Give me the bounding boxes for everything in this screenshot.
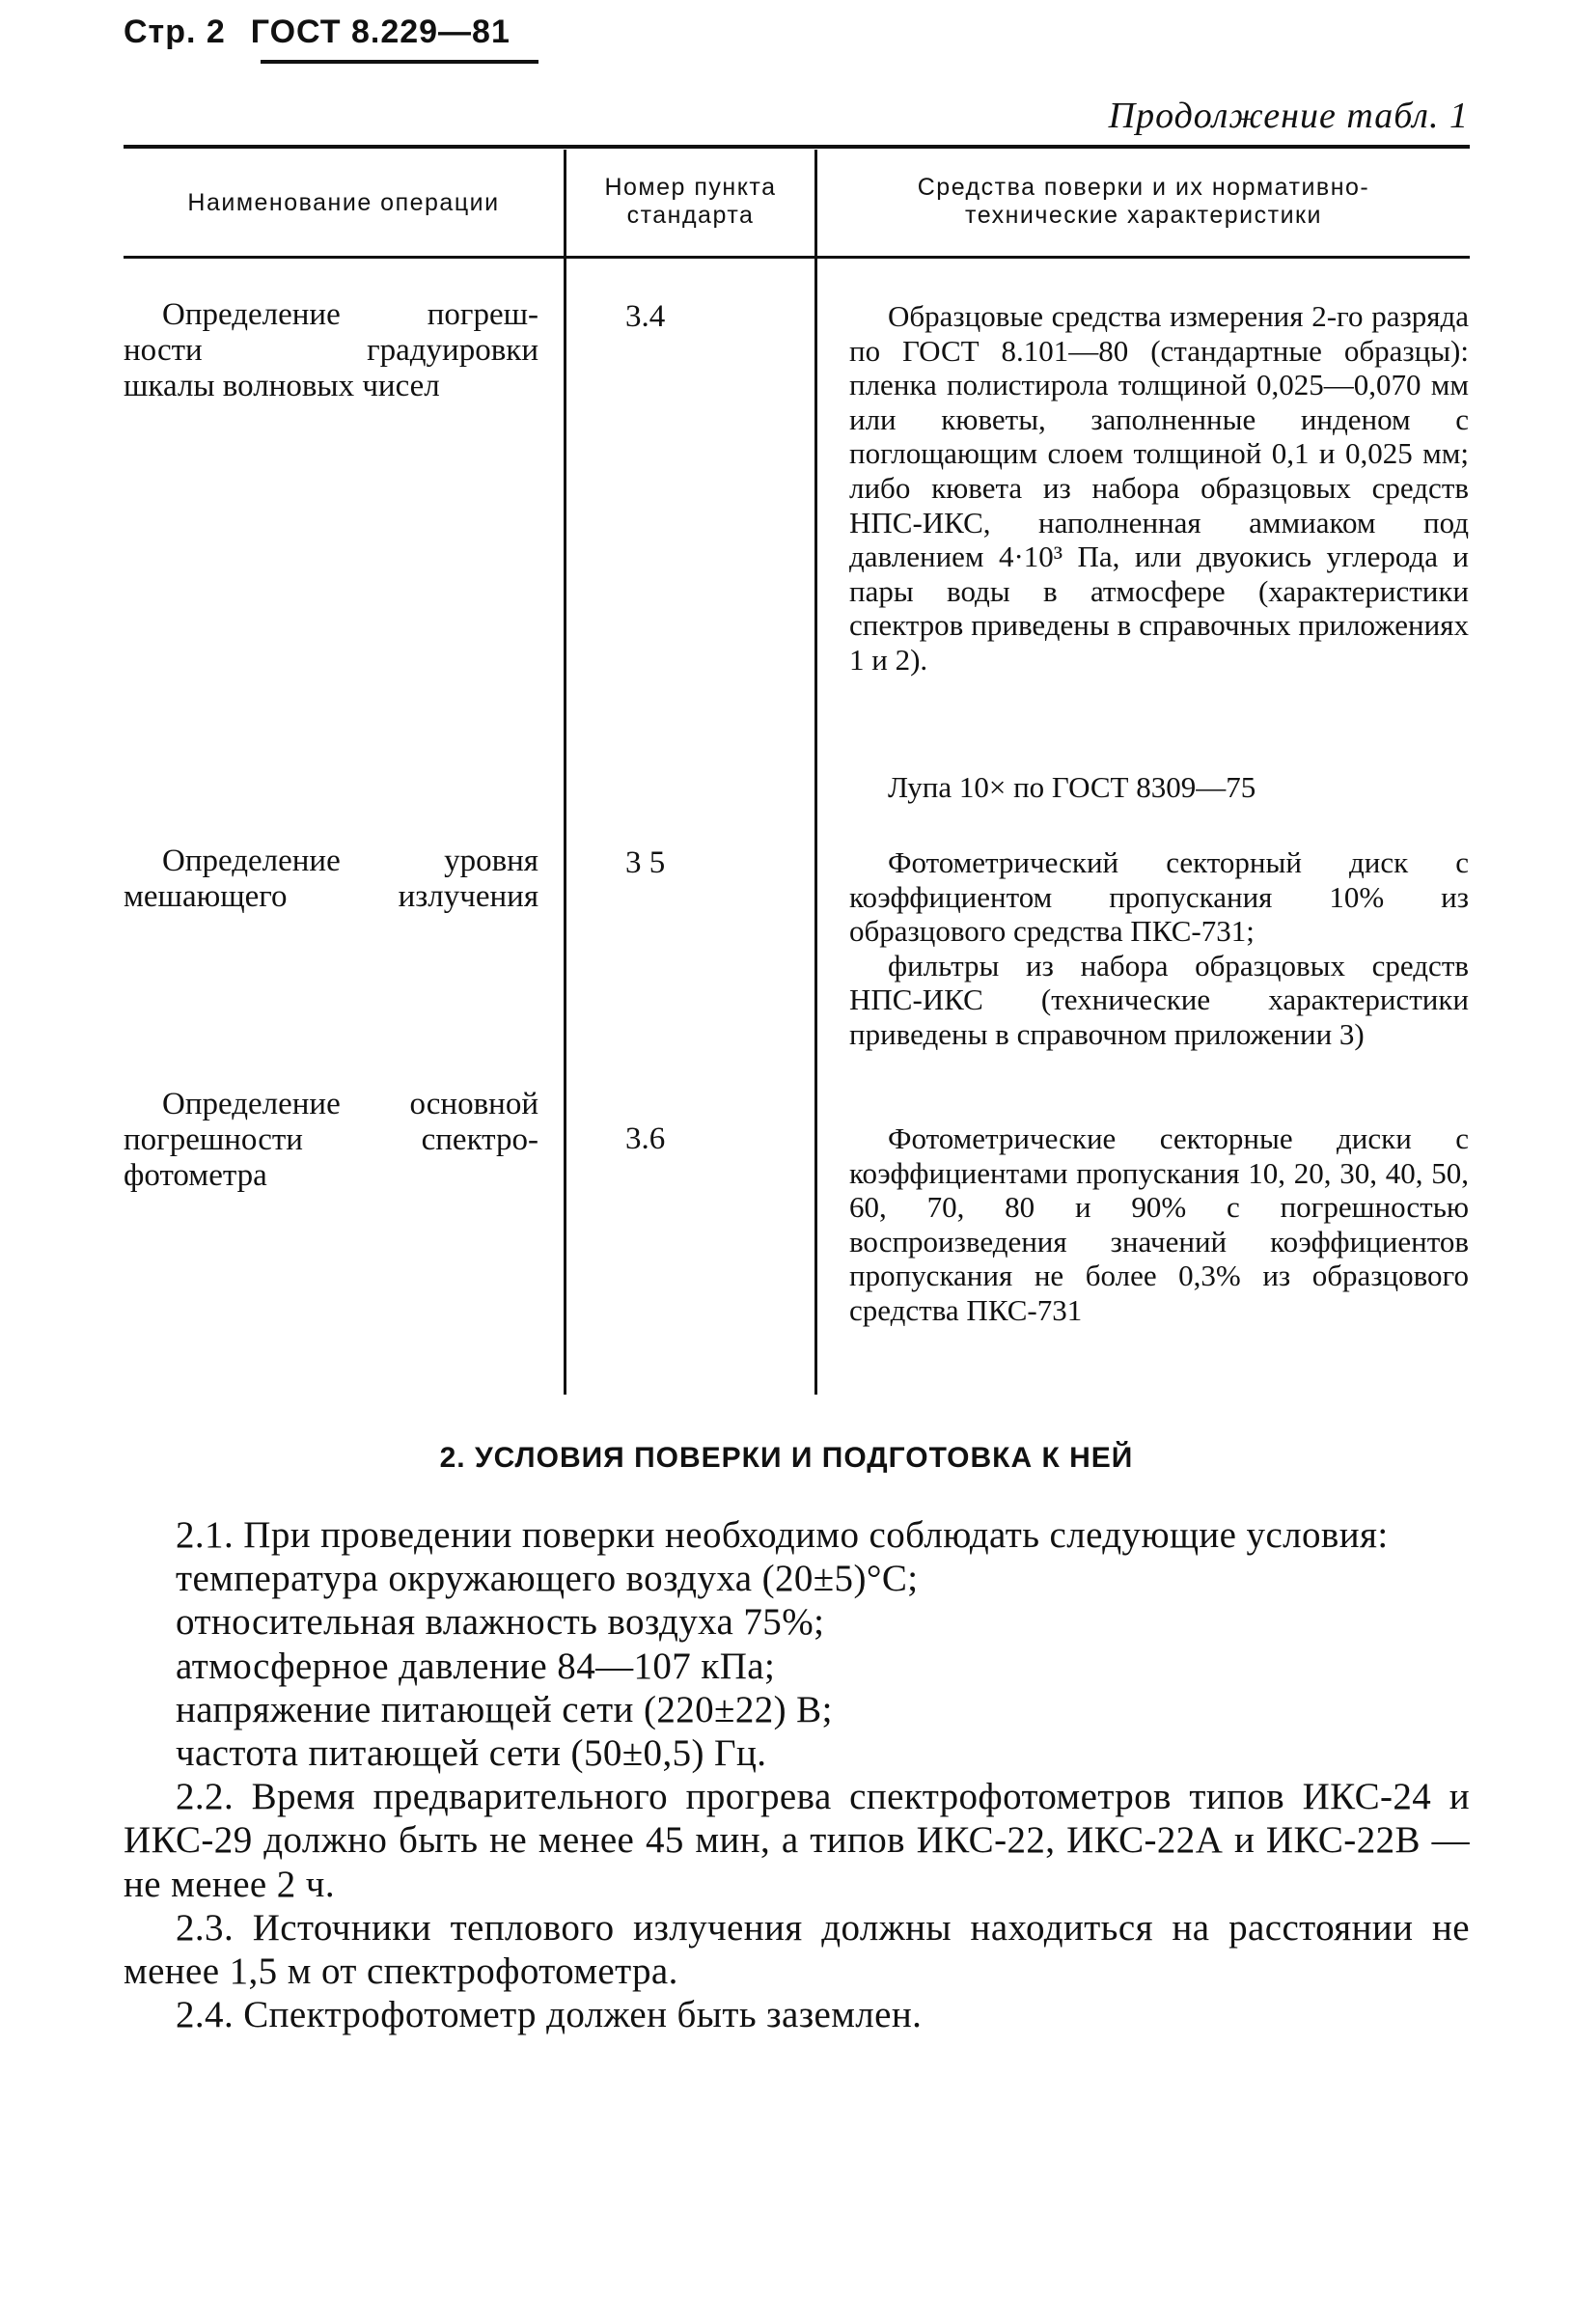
table-continuation-label: Продолжение табл. 1 (1108, 96, 1469, 136)
header-means (817, 174, 1470, 230)
means-text: Образцовые средства измерения 2‑го разряда по ГОСТ 8.101—80 (стандартные образцы): пленка полистирола толщиной 0,025—0,070 мм или кюветы, заполненные инденом с поглощающим слоем толщиной 0,1 и 0,025 мм; либо кювета из набора образцовых средств НПС‑ИКС, наполненная аммиаком под давлением 4·10³ Па, или двуокись углерода и пары воды в атмосфере (характеристики спектров приведены в справочных приложениях 1 и 2). (849, 299, 1469, 677)
table-row-3-clause: 3.6 (625, 1121, 666, 1156)
paragraph-2-2: 2.2. Время предварительного прогрева спектрофотометров типов ИКС‑24 и ИКС‑29 должно быть не менее 45 мин, а типов ИКС‑22, ИКС‑22А и ИКС‑22В — не менее 2 ч. (124, 1776, 1470, 1905)
condition-item: частота питающей сети (50±0,5) Гц. (176, 1732, 767, 1775)
operation-line: Определение основной (162, 1087, 538, 1121)
table-row-1-means (849, 299, 1469, 678)
table-row-1-operation (124, 297, 538, 404)
operation-line: фотометра (124, 1158, 267, 1193)
condition-item: напряжение питающей сети (220±22) В; (176, 1688, 833, 1730)
means-text-extra: фильтры из набора образцовых средств НПС‑ИКС (технические характеристики приведены в справочном приложении 3) (849, 948, 1469, 1051)
operation-line: шкалы волновых чисел (124, 369, 440, 403)
means-text: Фотометрические секторные диски с коэффициентами пропускания 10, 20, 30, 40, 50, 60, 70, 80 и 90% с погрешностью воспроизведения значений коэффициентов пропускания не более 0,3% из образцового средства ПКС‑731 (849, 1121, 1469, 1327)
header-underline (261, 60, 538, 64)
paragraph-2-1: 2.1. При проведении поверки необходимо соблюдать следующие условия: (176, 1514, 1389, 1556)
table-row-3-operation (124, 1087, 538, 1194)
table-row-2-operation (124, 844, 538, 915)
table-row-2-clause: 3 5 (625, 845, 666, 880)
paragraph-2-3: 2.3. Источники теплового излучения должны находиться на расстоянии не менее 1,5 м от спектрофотометра. (124, 1906, 1470, 1993)
paragraph-2-4: 2.4. Спектрофотометр должен быть заземлен. (176, 1994, 923, 2036)
operation-line: Определение погреш- (162, 297, 538, 332)
section-body (124, 1513, 1470, 2036)
header-means-line2: технические характеристики (965, 202, 1322, 229)
page-label: Стр. 2 (124, 14, 226, 50)
standard-title: ГОСТ 8.229—81 (250, 14, 511, 50)
operation-line: погрешности спектро- (124, 1122, 538, 1157)
operation-line: ности градуировки (124, 333, 538, 368)
header-clause-line1: Номер пункта (604, 174, 777, 201)
header-clause (566, 174, 814, 230)
header-clause-line2: стандарта (626, 202, 755, 229)
header-operation: Наименование операции (187, 189, 500, 216)
table-row-1-clause: 3.4 (625, 299, 666, 334)
section-title: 2. УСЛОВИЯ ПОВЕРКИ И ПОДГОТОВКА К НЕЙ (439, 1442, 1134, 1474)
means-text: Фотометрический секторный диск с коэффициентом пропускания 10% из образцового средства ПКС‑731; (849, 845, 1469, 949)
header-means-line1: Средства поверки и их нормативно- (917, 174, 1370, 201)
table-top-rule (124, 145, 1470, 149)
table-column-divider-2 (814, 150, 817, 1395)
table-column-divider-1 (564, 150, 566, 1395)
condition-item: относительная влажность воздуха 75%; (176, 1601, 825, 1644)
table-header-rule (124, 256, 1470, 259)
table-row-3-means (849, 1121, 1469, 1328)
condition-item: температура окружающего воздуха (20±5)°С; (176, 1558, 919, 1600)
operation-line: мешающего излучения (124, 879, 538, 914)
condition-item: атмосферное давление 84—107 кПа; (176, 1645, 776, 1687)
operation-line: Определение уровня (162, 844, 538, 878)
running-header (124, 14, 511, 51)
table-row-2-means (849, 845, 1469, 1052)
table-row-1-means-extra: Лупа 10× по ГОСТ 8309—75 (888, 770, 1256, 804)
